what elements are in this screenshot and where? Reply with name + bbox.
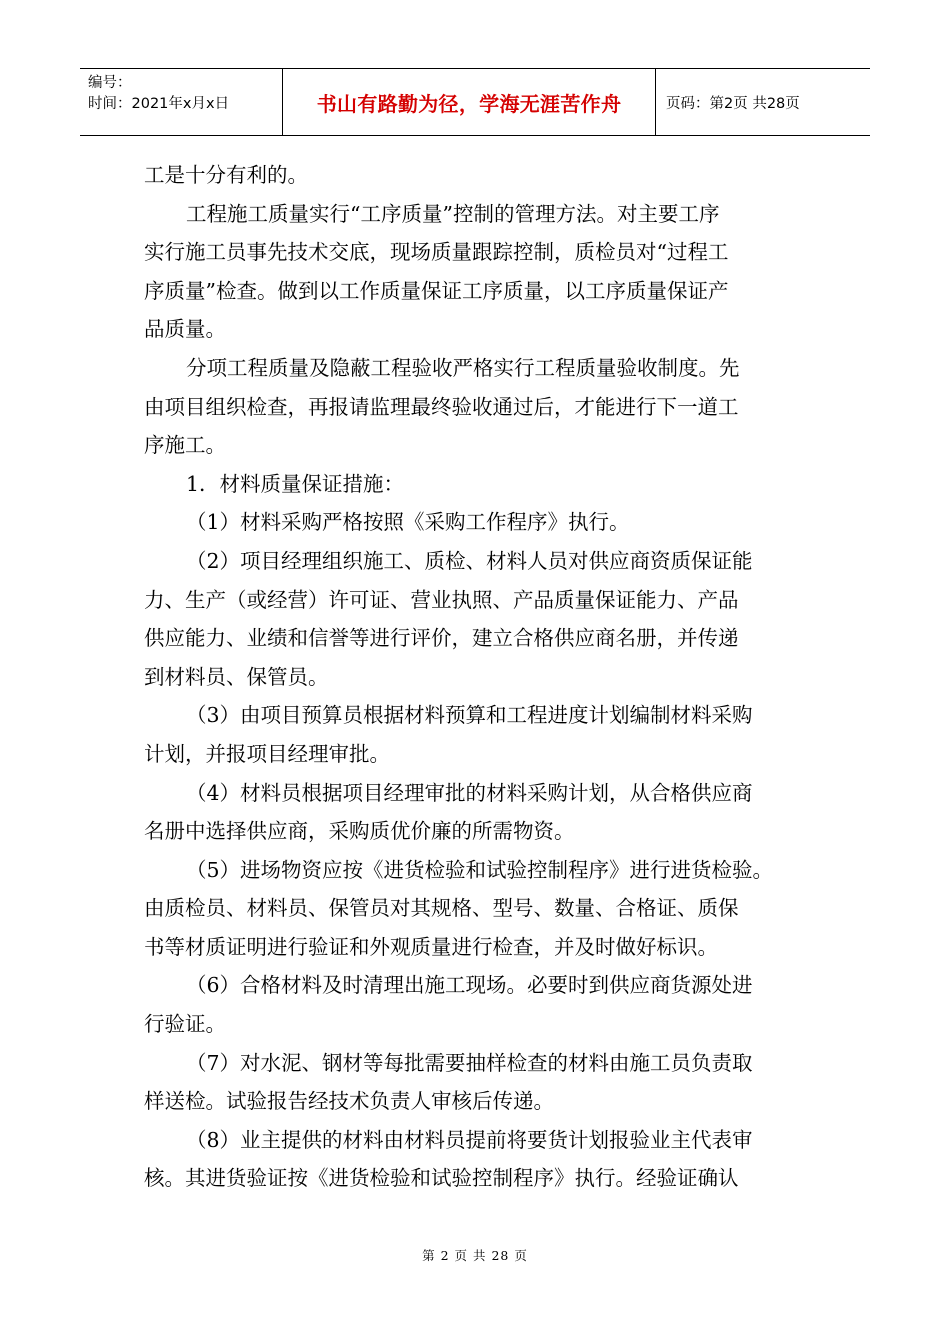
document-number-label: 编号： <box>88 75 132 91</box>
body-text-line: （2）项目经理组织施工、质检、材料人员对供应商资质保证能 <box>186 548 753 573</box>
body-text-line: 由项目组织检查，再报请监理最终验收通过后，才能进行下一道工 <box>144 394 739 419</box>
body-text-line: 样送检。试验报告经技术负责人审核后传递。 <box>144 1089 554 1114</box>
body-text-line: （1）材料采购严格按照《采购工作程序》执行。 <box>186 510 630 535</box>
page-header <box>80 68 870 136</box>
body-text-line: 核。其进货验证按《进货检验和试验控制程序》执行。经验证确认 <box>144 1166 739 1191</box>
body-text-line: 序质量”检查。做到以工作质量保证工序质量，以工序质量保证产 <box>144 278 729 303</box>
body-text-line: （4）材料员根据项目经理审批的材料采购计划，从合格供应商 <box>186 780 753 805</box>
body-text-line: 到材料员、保管员。 <box>144 664 329 689</box>
body-text-line: 行验证。 <box>144 1012 226 1037</box>
body-text-line: （7）对水泥、钢材等每批需要抽样检查的材料由施工员负责取 <box>186 1050 753 1075</box>
body-text-line: （3）由项目预算员根据材料预算和工程进度计划编制材料采购 <box>186 703 753 728</box>
body-text-line: 书等材质证明进行验证和外观质量进行检查，并及时做好标识。 <box>144 934 718 959</box>
body-text-line: 品质量。 <box>144 317 226 342</box>
body-text-line: 分项工程质量及隐蔽工程验收严格实行工程质量验收制度。先 <box>186 355 740 380</box>
body-text-line: 工程施工质量实行“工序质量”控制的管理方法。对主要工序 <box>186 201 720 226</box>
body-text-line: 名册中选择供应商，采购质优价廉的所需物资。 <box>144 819 575 844</box>
body-text-line: 力、生产（或经营）许可证、营业执照、产品质量保证能力、产品 <box>144 587 739 612</box>
body-text-line: 工是十分有利的。 <box>144 163 308 187</box>
body-text-line: 序施工。 <box>144 433 226 458</box>
body-text-line: 供应能力、业绩和信誉等进行评价，建立合格供应商名册，并传递 <box>144 626 739 651</box>
body-text-line: 1．材料质量保证措施： <box>186 471 405 496</box>
body-text-line: 计划，并报项目经理审批。 <box>144 741 390 766</box>
body-text-line: 由质检员、材料员、保管员对其规格、型号、数量、合格证、质保 <box>144 896 739 921</box>
body-text-line: （6）合格材料及时清理出施工现场。必要时到供应商货源处进 <box>186 973 753 998</box>
document-body <box>144 156 824 1198</box>
body-text-line: （8）业主提供的材料由材料员提前将要货计划报验业主代表审 <box>186 1127 753 1152</box>
header-page-info: 页码：第2页 共28页 <box>666 95 800 112</box>
header-motto: 书山有路勤为径，学海无涯苦作舟 <box>283 69 656 135</box>
header-meta <box>80 69 283 135</box>
document-date-label: 时间：2021年x月x日 <box>88 96 230 112</box>
body-text-line: （5）进场物资应按《进货检验和试验控制程序》进行进货检验。 <box>186 857 774 882</box>
body-text-line: 实行施工员事先技术交底，现场质量跟踪控制，质检员对“过程工 <box>144 240 729 265</box>
page-footer: 第 2 页 共 28 页 <box>422 1248 528 1263</box>
